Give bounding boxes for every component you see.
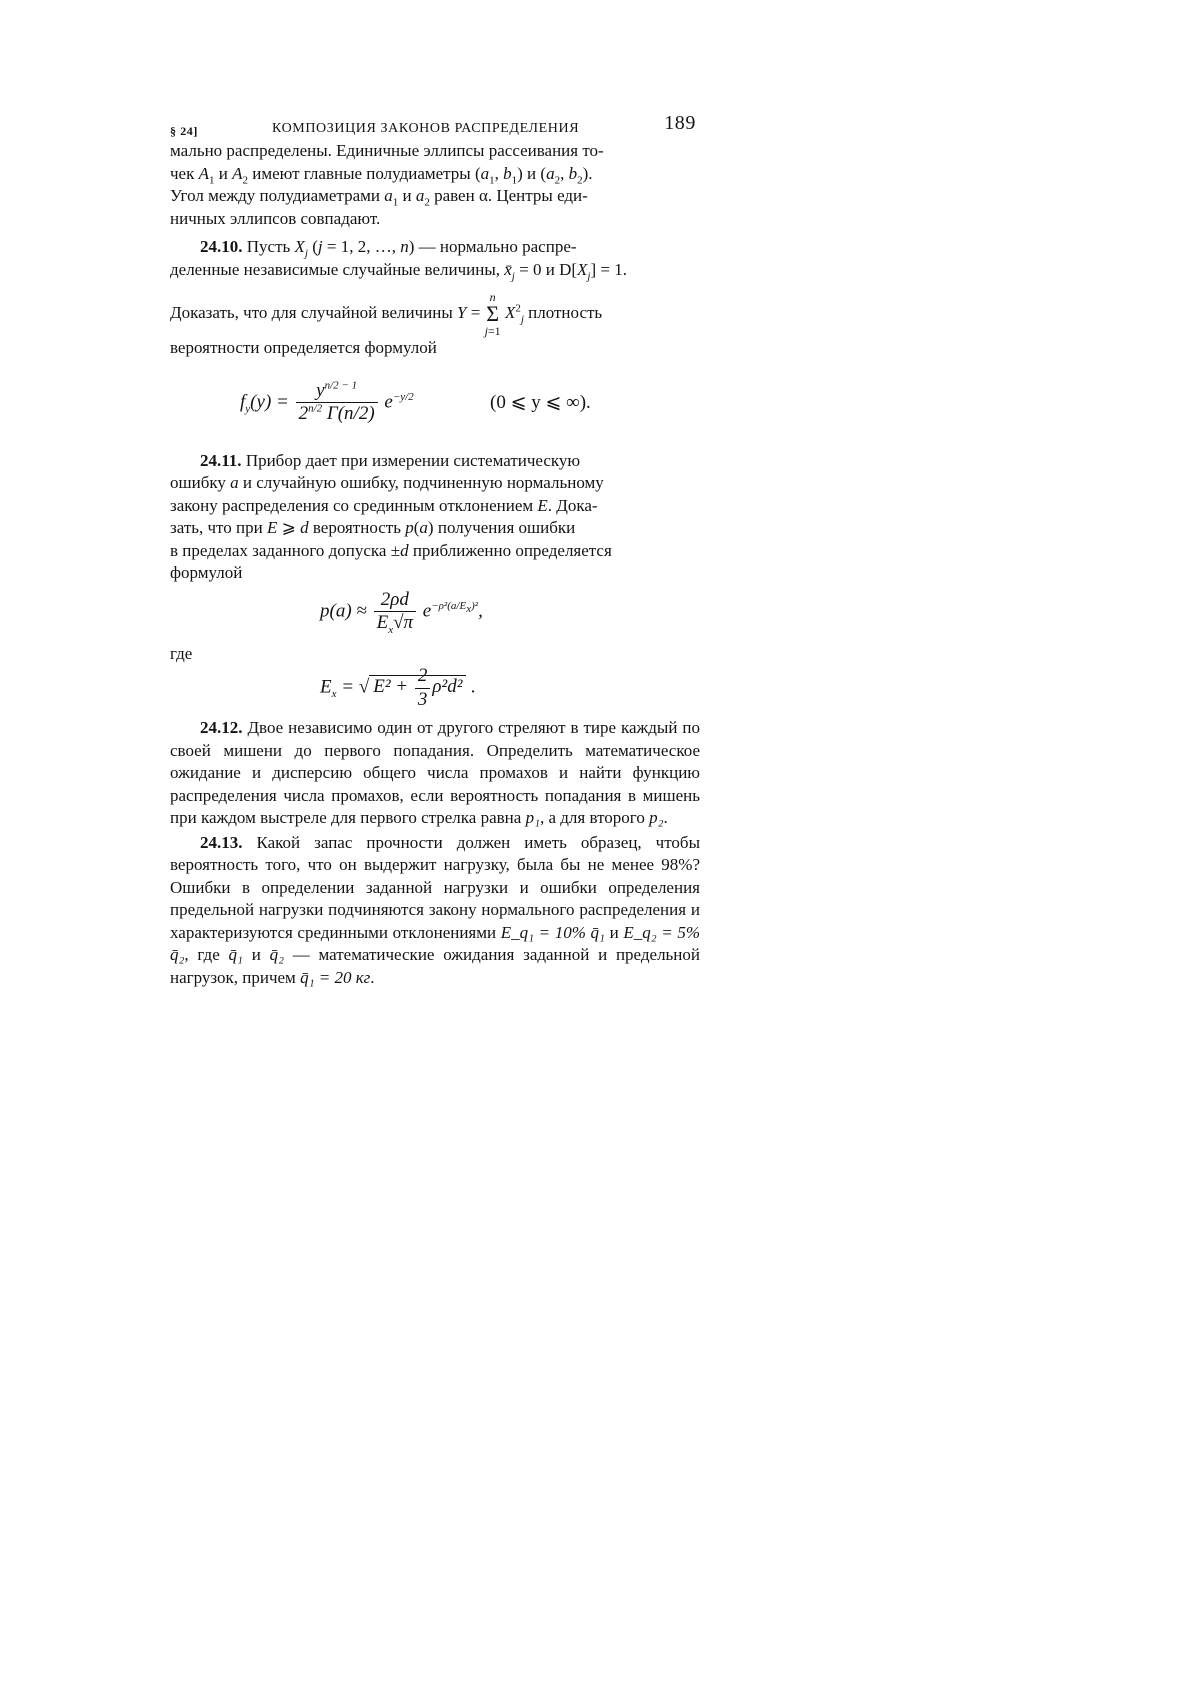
section-marker: § 24]	[170, 124, 198, 138]
formula-probability: p(a) ≈ $\frac{2\rho d}{E_x√\pi}$ $e^{-\rho^2(a/E_x)^2}$,	[320, 588, 483, 636]
intro-paragraph: мально распределены. Единичные эллипсы рассеивания то- чек $A_1$ и $A_2$ имеют главные полудиаметры ($a_1$, $b_1$) и ($a_2$, $b_2$). Угол между полудиаметрами $a_1$ и $a_2$ равен α. Центры еди- ничных эллипсов совпадают.	[170, 141, 604, 228]
page-number: 189	[664, 112, 696, 134]
where-label: где	[170, 643, 193, 663]
running-header	[170, 110, 700, 140]
book-page	[170, 110, 700, 989]
problem-24-13: 24.13. Какой запас прочности должен иметь образец, чтобы вероятность того, что он выдержит нагрузку, была бы не менее 98%? Ошибки в определении заданной нагрузки и ошибки определения предельной нагрузки подчиняются закону нормального распределения и характеризуются срединными отклонениями E_q₁ = 10% q̄₁ и E_q₂ = 5% q̄₂, где q̄₁ и q̄₂ — математические ожидания заданной и предельной нагрузок, причем q̄₁ = 20 кг.	[170, 832, 701, 987]
problem-24-12: 24.12. Двое независимо один от другого стреляют в тире каждый по своей мишени до первого попадания. Определить математическое ожидание и дисперсию общего числа промахов и найти функцию распределения числа промахов, если вероятность попадания в мишень при каждом выстреле для первого стрелка равна p₁, а для второго p₂.	[170, 718, 700, 827]
formula-condition: (0 ⩽ y ⩽ ∞).	[490, 391, 591, 413]
problem-number: 24.13.	[200, 832, 243, 852]
sum-symbol: n Σ j=1	[484, 290, 501, 338]
problem-number: 24.12.	[200, 718, 243, 737]
problem-number: 24.11.	[200, 450, 242, 470]
formula-ex: $E_x$ = √ E² + $\frac{2}{3}$ ρ²d² .	[320, 665, 476, 710]
problem-24-11: 24.11. Прибор дает при измерении систематическую ошибку a и случайную ошибку, подчиненную нормальному закону распределения со срединным отклонением E. Дока- зать, что при E ⩾ d вероятность p(a) получения ошибки в пределах заданного допуска ±d приближенно определяется формулой	[170, 450, 612, 582]
running-title: КОМПОЗИЦИЯ ЗАКОНОВ РАСПРЕДЕЛЕНИЯ	[272, 121, 580, 136]
formula-density: $f_y(y)$ = $\frac{y^{n/2 - 1}}{2^{n/2} \Gamma(n/2)}$ $e^{-y/2}$ (0 ⩽ y ⩽ ∞).	[240, 379, 591, 424]
problem-24-10: 24.10. Пусть $X_j$ (j = 1, 2, …, n) — нормально распре- деленные независимые случайные величины, $x̄_j = 0$ и $D[X_j] = 1$.	[170, 237, 627, 282]
problem-24-10-cont: Доказать, что для случайной величины Y = n Σ j=1 $X^2_j$ плотность вероятности определяется формулой	[170, 290, 603, 357]
problem-number: 24.10.	[200, 237, 243, 256]
